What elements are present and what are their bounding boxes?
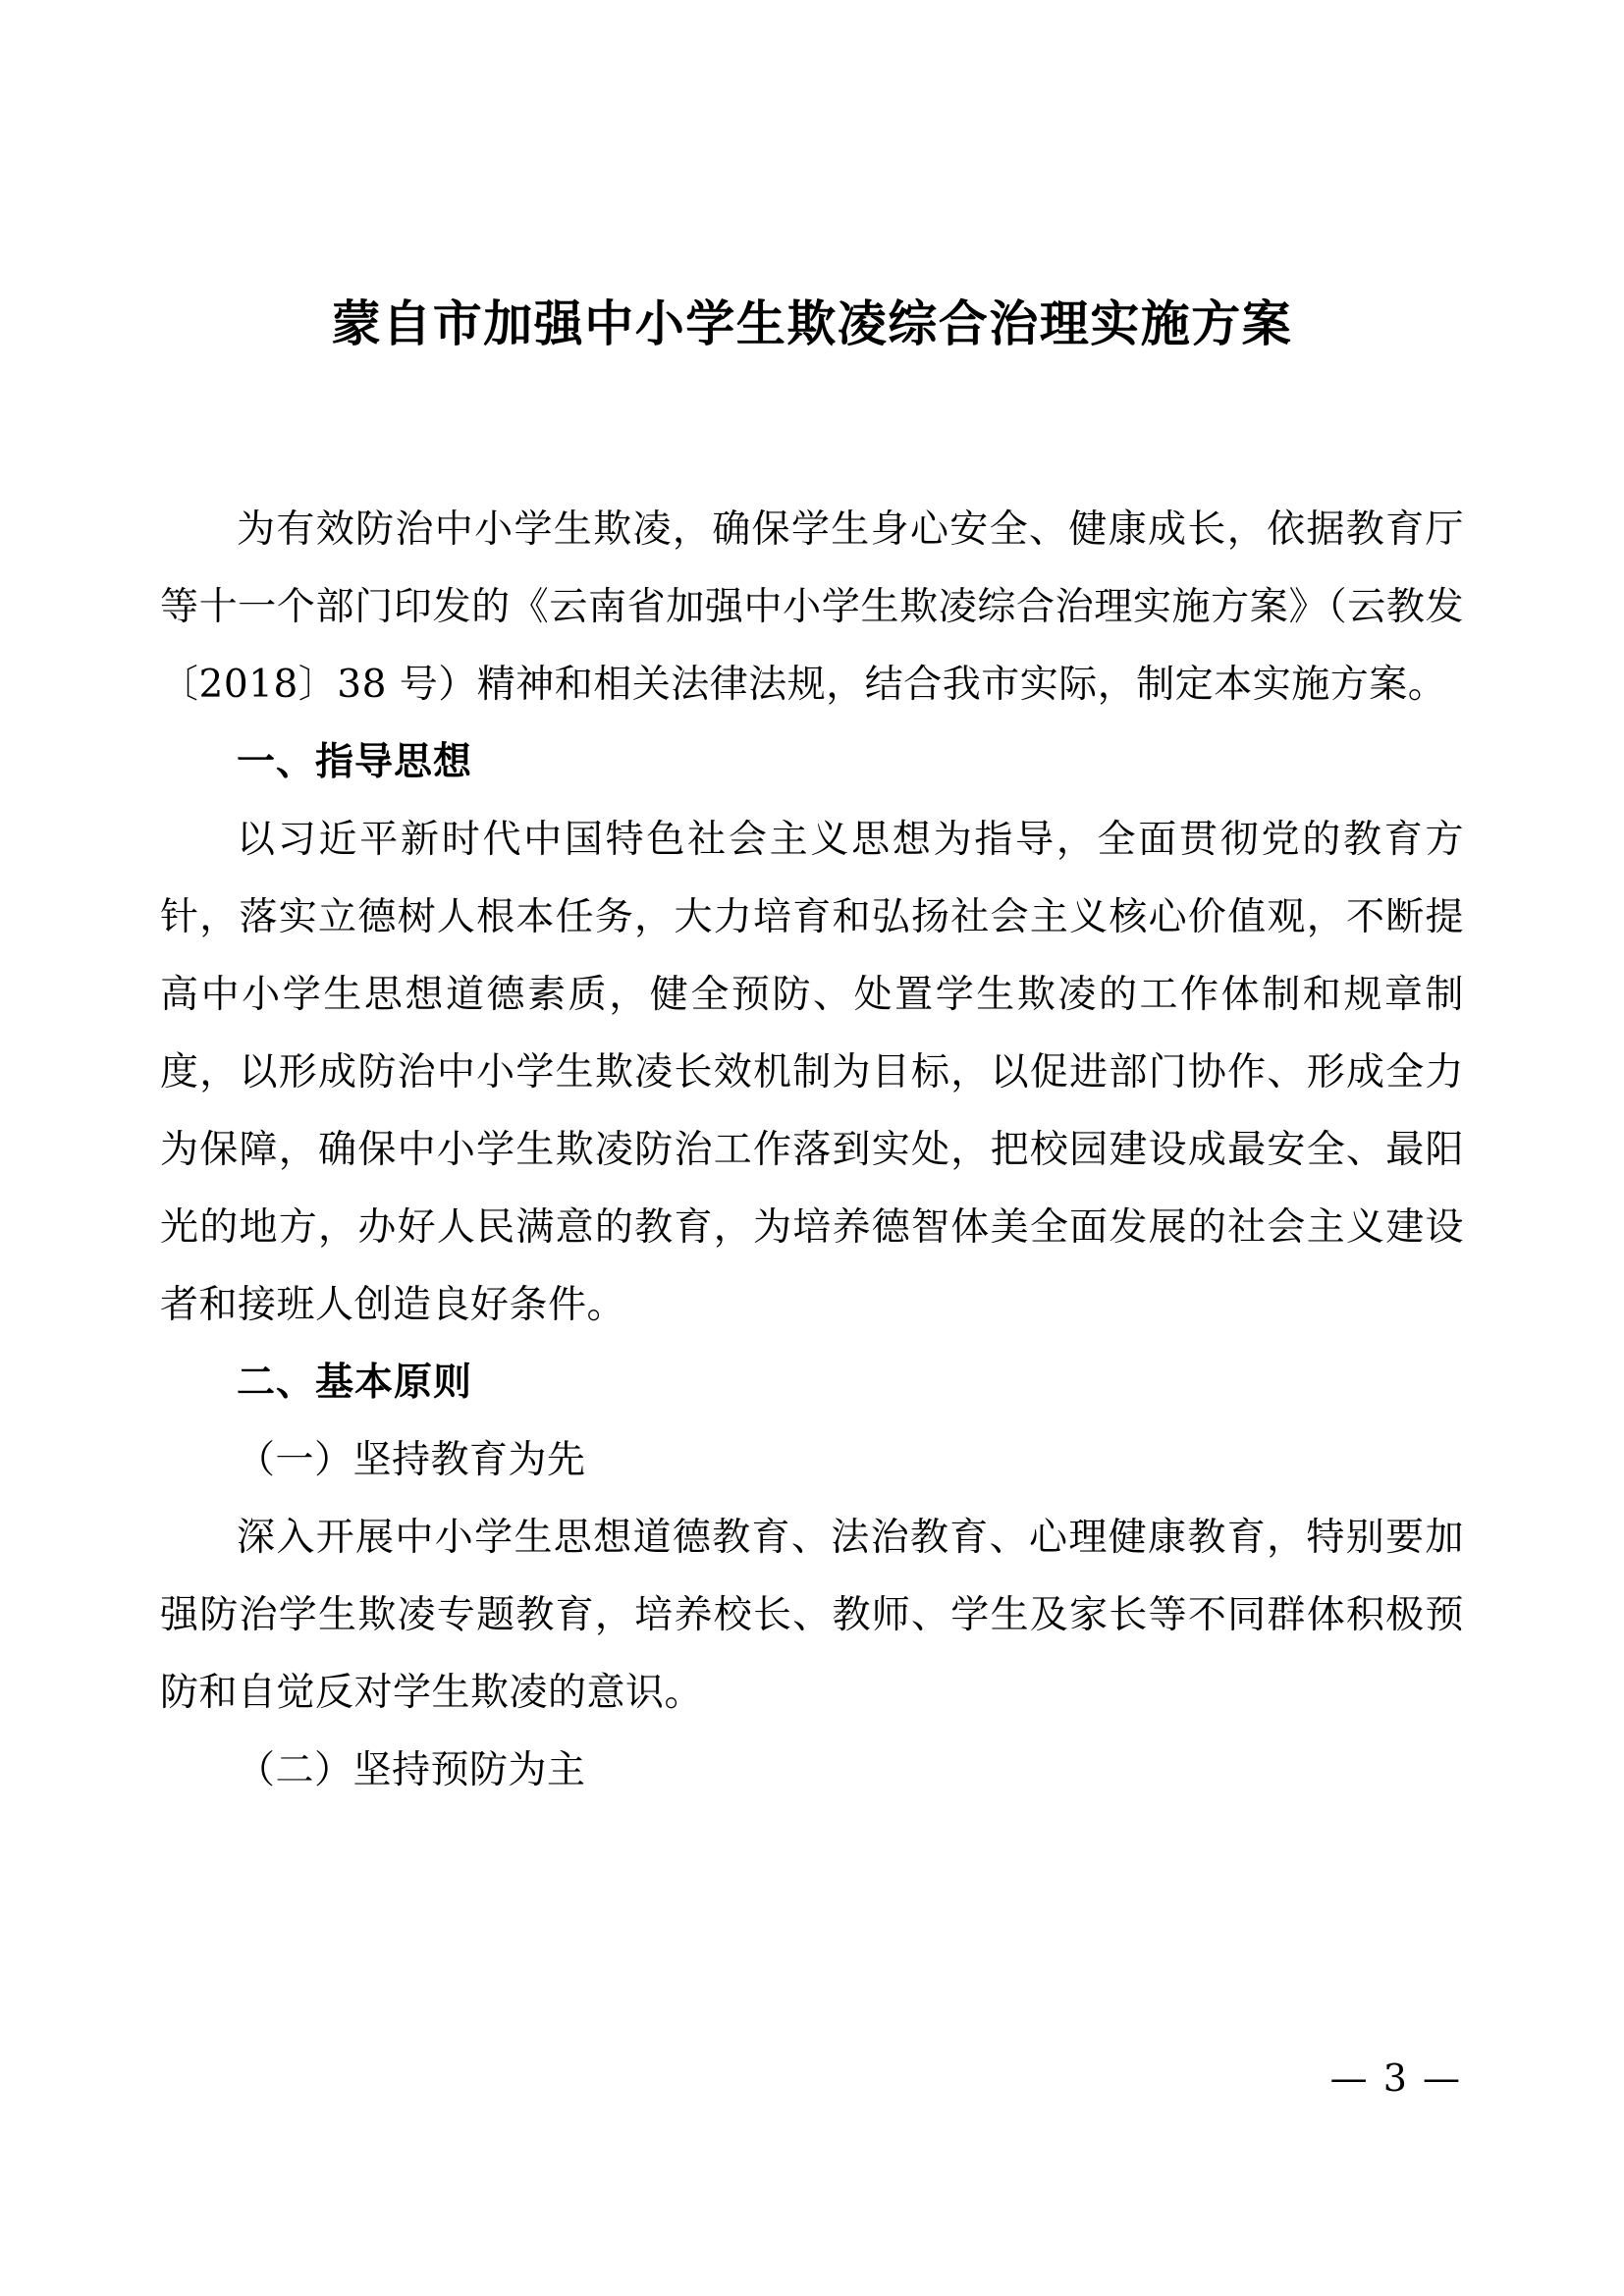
subsection-heading-one: （一）坚持教育为先	[237, 1438, 586, 1482]
page-number: — 3 —	[1329, 2056, 1462, 2100]
document-body	[160, 491, 1464, 1809]
intro-paragraph: 为有效防治中小学生欺凌，确保学生身心安全、健康成长，依据教育厅等十一个部门印发的《云南省加强中小学生欺凌综合治理实施方案》（云教发〔2018〕38 号）精神和相关法律法规，结合我市实际，制定本实施方案。	[160, 507, 1464, 707]
subsection-one-paragraph: 深入开展中小学生思想道德教育、法治教育、心理健康教育，特别要加强防治学生欺凌专题教育，培养校长、教师、学生及家长等不同群体积极预防和自觉反对学生欺凌的意识。	[160, 1516, 1464, 1715]
subsection-heading-two: （二）坚持预防为主	[237, 1748, 586, 1792]
section-one-paragraph: 以习近平新时代中国特色社会主义思想为指导，全面贯彻党的教育方针，落实立德树人根本任务，大力培育和弘扬社会主义核心价值观，不断提高中小学生思想道德素质，健全预防、处置学生欺凌的工作体制和规章制度，以形成防治中小学生欺凌长效机制为目标，以促进部门协作、形成全力为保障，确保中小学生欺凌防治工作落到实处，把校园建设成最安全、最阳光的地方，办好人民满意的教育，为培养德智体美全面发展的社会主义建设者和接班人创造良好条件。	[160, 818, 1464, 1327]
page-content	[160, 0, 1464, 2296]
section-heading-one: 一、指导思想	[237, 740, 473, 784]
page-title: 蒙自市加强中小学生欺凌综合治理实施方案	[331, 294, 1293, 352]
section-heading-two: 二、基本原则	[237, 1361, 473, 1405]
